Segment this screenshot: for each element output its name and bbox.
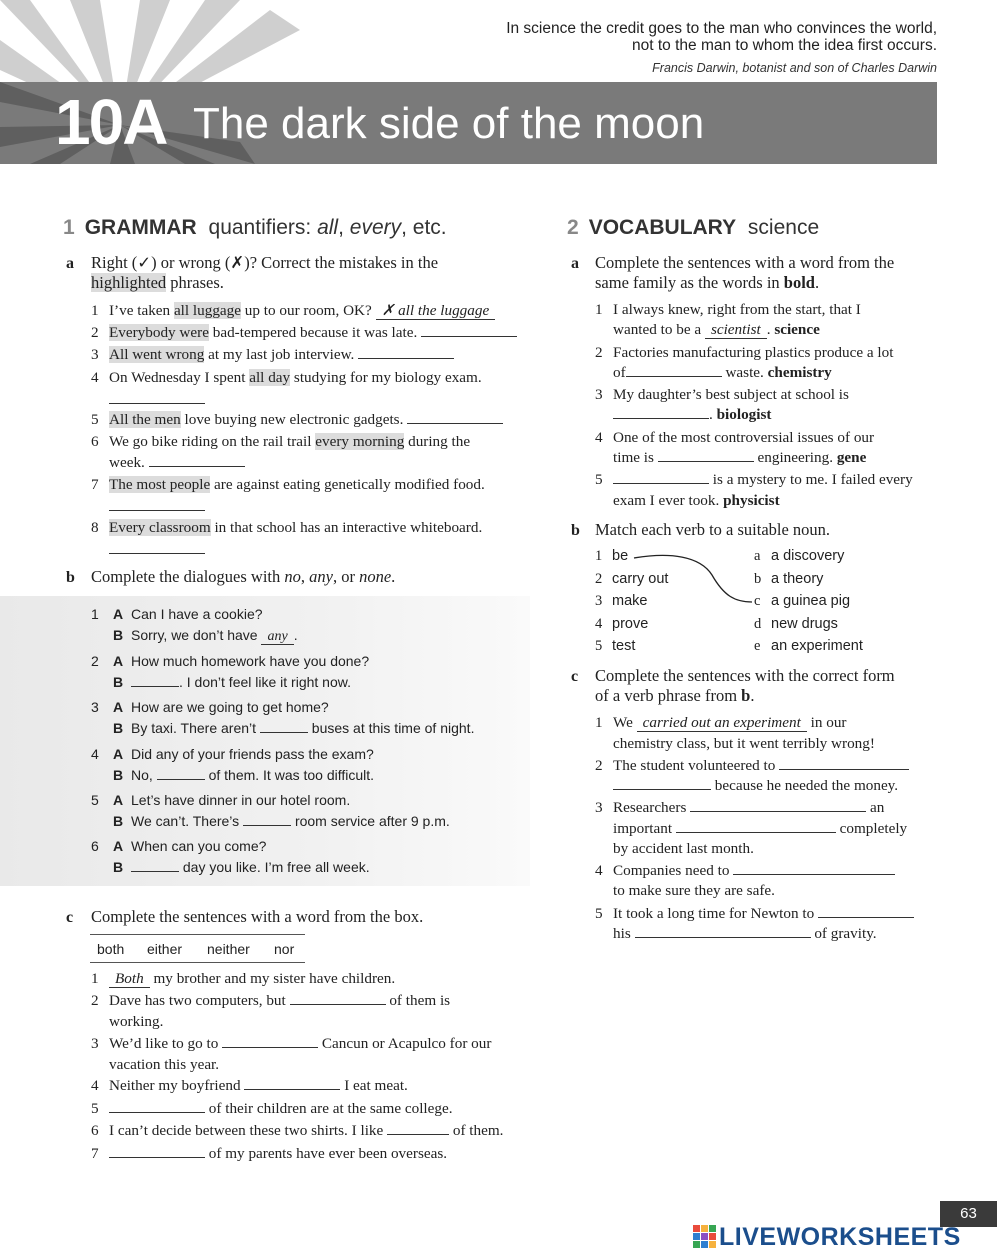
answer-blank[interactable] [260,719,308,733]
list-item-continuation: his of gravity. [613,925,877,942]
list-item: 2 Factories manufacturing plastics produce a lot [595,344,894,361]
list-item: 1 I’ve taken all luggage up to our room, OK? ✗ all the luggage [91,301,495,321]
answer-blank[interactable] [109,390,205,404]
answer: Both [109,970,150,988]
dialogue-line: 6 A When can you come? [91,838,267,854]
dialogue-line: B day you like. I’m free all week. [113,859,370,875]
dialogue-line: B . I don’t feel like it right now. [113,674,351,690]
section-number: 2 [567,216,579,239]
list-item: 4 Neither my boyfriend I eat meat. [91,1077,408,1094]
answer-blank[interactable] [613,405,709,419]
answer-blank[interactable] [222,1034,318,1048]
list-item: 8 Every classroom in that school has an interactive whiteboard. [91,519,483,536]
answer-blank[interactable] [109,1099,205,1113]
list-item-continuation: week. [109,453,245,473]
list-item: 5 is a mystery to me. I failed every [595,471,913,488]
lesson-title: The dark side of the moon [193,99,705,148]
answer-blank[interactable] [387,1121,449,1135]
match-connector-line [630,550,755,610]
answer-blank[interactable] [157,766,205,780]
answer-blank[interactable] [149,453,245,467]
list-item-continuation: chemistry class, but it went terribly wrong! [613,735,875,752]
answer: scientist [705,321,767,339]
word-box-word: neither [207,941,250,957]
match-verb[interactable]: 1 be [595,548,629,564]
list-item-continuation: of waste. chemistry [613,364,832,381]
dialogue-line: 1 A Can I have a cookie? [91,606,263,622]
answer-blank[interactable] [290,991,386,1005]
list-item-continuation: exam I ever took. physicist [613,492,780,509]
list-item: 5 It took a long time for Newton to [595,904,914,924]
list-item: 2 Everybody were bad-tempered because it was late. [91,323,517,343]
exercise-instructions: Complete the sentences with a word from the same family as the words in bold. [595,253,895,292]
dialogue-line: B We can’t. There’s room service after 9 p.m. [113,813,450,829]
list-item: 3 We’d like to go to Cancun or Acapulco for our [91,1035,492,1052]
list-item-continuation: wanted to be a scientist . science [613,321,820,338]
answer-blank[interactable] [613,776,711,790]
match-verb[interactable]: 5 test [595,638,636,654]
answer-blank[interactable] [109,497,205,511]
match-noun[interactable]: c a guinea pig [754,593,851,609]
quote-author: Francis Darwin, botanist and son of Charles Darwin [652,61,937,75]
exercise-letter: c [66,909,74,926]
list-item-continuation: vacation this year. [109,1056,220,1073]
list-item: 6 I can’t decide between these two shirts. I like of them. [91,1122,504,1139]
grammar-heading [63,216,447,240]
exercise-instructions: Complete the sentences with a word from the box. [91,907,424,926]
match-noun[interactable]: b a theory [754,571,824,587]
list-item: 4 Companies need to [595,861,895,881]
word-box-word: nor [274,941,295,957]
answer: any [261,629,293,645]
answer-blank[interactable] [244,1076,340,1090]
answer: ✗ all the luggage [376,302,496,320]
section-topic: science [747,216,820,239]
list-item-continuation: by accident last month. [613,840,754,857]
exercise-instructions: Match each verb to a suitable noun. [595,520,831,539]
answer-blank[interactable] [779,756,909,770]
list-item: 1 I always knew, right from the start, that I [595,301,861,318]
list-item-continuation: important completely [613,820,908,837]
list-item: 4 One of the most controversial issues of our [595,429,875,446]
answer-blank[interactable] [613,470,709,484]
dialogue-line: 2 A How much homework have you done? [91,653,370,669]
answer-blank[interactable] [421,323,517,337]
list-item: 2 The student volunteered to [595,756,909,776]
answer-blank[interactable] [407,410,503,424]
dialogue-line: 5 A Let’s have dinner in our hotel room. [91,792,351,808]
list-item: 6 We go bike riding on the rail trail every morning during the [91,433,471,450]
answer-blank[interactable] [131,673,179,687]
liveworksheets-logo[interactable] [693,1222,961,1252]
dialogue-line: 3 A How are we going to get home? [91,699,329,715]
exercise-letter: b [571,522,580,539]
vocabulary-heading [567,216,819,240]
answer-blank[interactable] [690,798,866,812]
quote-line-1: In science the credit goes to the man who convinces the world, [506,20,937,37]
quote [506,20,937,54]
match-noun[interactable]: d new drugs [754,616,838,632]
list-item-continuation: because he needed the money. [613,776,898,796]
answer-blank[interactable] [131,858,179,872]
logo-text: LIVEWORKSHEETS [719,1222,961,1251]
list-item: 7 of my parents have ever been overseas. [91,1145,448,1162]
answer-blank[interactable] [358,345,454,359]
match-noun[interactable]: a a discovery [754,548,845,564]
list-item: 3 All went wrong at my last job interview. [91,345,454,365]
list-item-continuation: . biologist [613,405,771,425]
list-item: 2 Dave has two computers, but of them is [91,992,451,1009]
list-item: 5 All the men love buying new electronic gadgets. [91,410,503,430]
word-box-word: either [147,941,183,957]
list-item: 1 We carried out an experiment in our [595,714,847,731]
exercise-letter: a [66,255,74,272]
answer-blank[interactable] [109,1144,205,1158]
lesson-number: 10A [55,86,167,158]
page-number: 63 [940,1201,997,1227]
list-item: 1 Both my brother and my sister have children. [91,970,396,987]
word-box [90,934,305,963]
exercise-instructions: Right (✓) or wrong (✗)? Correct the mistakes in the highlighted phrases. [91,253,439,292]
match-verb[interactable]: 3 make [595,593,648,609]
exercise-instructions: Complete the sentences with the correct form of a verb phrase from b. [595,666,895,705]
section-number: 1 [63,216,75,239]
logo-icon [693,1225,717,1249]
answer-blank[interactable] [658,448,754,462]
answer-blank[interactable] [243,812,291,826]
answer-blank[interactable] [733,861,895,875]
exercise-letter: c [571,668,579,685]
dialogue-line: B By taxi. There aren’t buses at this time of night. [113,720,475,736]
list-item: 4 On Wednesday I spent all day studying for my biology exam. [91,369,482,386]
word-box-word: both [97,941,125,957]
answer-blank[interactable] [818,904,914,918]
match-verb[interactable]: 2 carry out [595,571,669,587]
answer-blank[interactable] [109,540,205,554]
answer-blank[interactable] [635,924,811,938]
quote-line-2: not to the man to whom the idea first occurs. [632,37,937,54]
match-noun[interactable]: e an experiment [754,638,863,654]
section-keyword: GRAMMAR [84,216,197,239]
match-verb[interactable]: 4 prove [595,616,649,632]
list-item-continuation: to make sure they are safe. [613,882,775,899]
answer-blank[interactable] [676,819,836,833]
dialogue-line: B Sorry, we don’t have any . [113,627,298,644]
list-item: 3 My daughter’s best subject at school is [595,386,849,403]
exercise-instructions: Complete the dialogues with no, any, or none. [91,567,396,586]
exercise-letter: b [66,569,75,586]
answer-blank[interactable] [626,363,722,377]
section-topic: quantifiers: all, every, etc. [208,216,447,239]
list-item: 3 Researchers an [595,799,885,816]
list-item: 5 of their children are at the same college. [91,1100,453,1117]
exercise-letter: a [571,255,579,272]
list-item-continuation: time is engineering. gene [613,449,867,466]
section-keyword: VOCABULARY [588,216,737,239]
list-item: 7 The most people are against eating genetically modified food. [91,476,485,493]
list-item-continuation: working. [109,1013,164,1030]
dialogue-line: 4 A Did any of your friends pass the exam? [91,746,374,762]
answer: carried out an experiment [637,714,807,732]
dialogue-line: B No, of them. It was too difficult. [113,767,375,783]
